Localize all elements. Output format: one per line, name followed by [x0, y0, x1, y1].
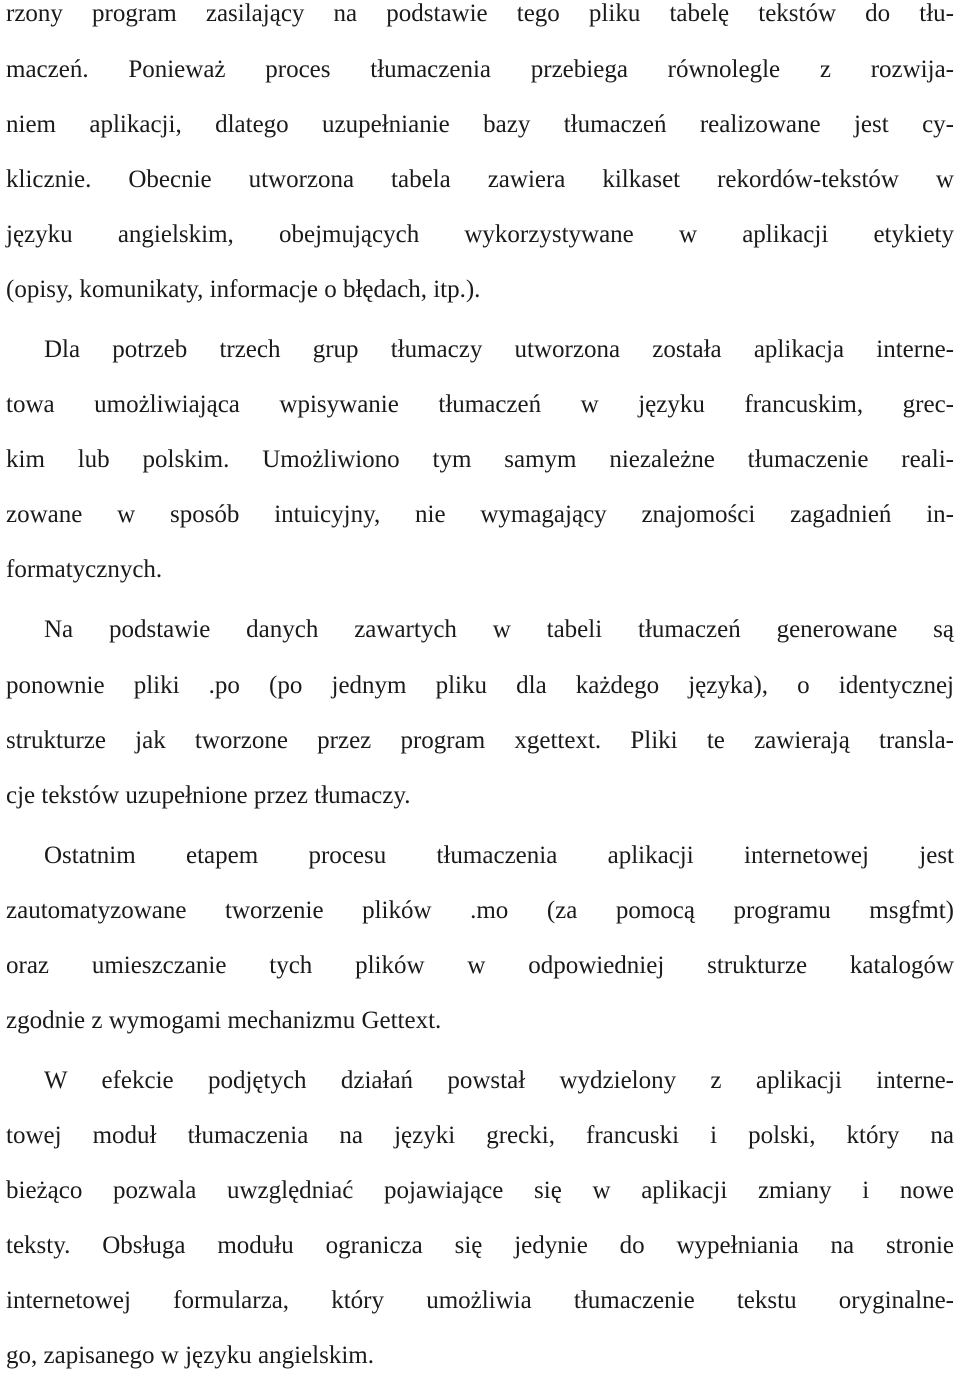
text-line-24: internetowej formularza, który umożliwia tłumaczenie tekstu oryginalne- [6, 1287, 954, 1314]
text-line-2: maczeń. Ponieważ proces tłumaczenia przebiega równolegle z rozwija- [6, 56, 954, 83]
text-line-8: towa umożliwiająca wpisywanie tłumaczeń w języku francuskim, grec- [6, 391, 954, 418]
text-line-4: klicznie. Obecnie utworzona tabela zawiera kilkaset rekordów-tekstów w [6, 166, 954, 193]
text-line-20: W efekcie podjętych działań powstał wydzielony z aplikacji interne- [44, 1067, 954, 1094]
text-line-13: ponownie pliki .po (po jednym pliku dla każdego języka), o identycznej [6, 672, 954, 699]
text-line-3: niem aplikacji, dlatego uzupełnianie bazy tłumaczeń realizowane jest cy- [6, 111, 954, 138]
text-line-22: bieżąco pozwala uwzględniać pojawiające się w aplikacji zmiany i nowe [6, 1177, 954, 1204]
text-line-23: teksty. Obsługa modułu ogranicza się jedynie do wypełniania na stronie [6, 1232, 954, 1259]
text-line-14: strukturze jak tworzone przez program xgettext. Pliki te zawierają transla- [6, 727, 954, 754]
text-line-17: zautomatyzowane tworzenie plików .mo (za pomocą programu msgfmt) [6, 897, 954, 924]
text-line-16: Ostatnim etapem procesu tłumaczenia aplikacji internetowej jest [44, 842, 954, 869]
text-line-21: towej moduł tłumaczenia na języki grecki, francuski i polski, który na [6, 1122, 954, 1149]
text-line-25: go, zapisanego w języku angielskim. [6, 1342, 374, 1369]
text-line-15: cje tekstów uzupełnione przez tłumaczy. [6, 782, 411, 809]
text-line-18: oraz umieszczanie tych plików w odpowiedniej strukturze katalogów [6, 952, 954, 979]
text-line-5: języku angielskim, obejmujących wykorzystywane w aplikacji etykiety [6, 221, 954, 248]
text-line-1: rzony program zasilający na podstawie tego pliku tabelę tekstów do tłu- [6, 0, 954, 27]
text-line-11: formatycznych. [6, 556, 163, 583]
text-line-19: zgodnie z wymogami mechanizmu Gettext. [6, 1007, 442, 1034]
text-line-6: (opisy, komunikaty, informacje o błędach, itp.). [6, 276, 481, 303]
text-line-7: Dla potrzeb trzech grup tłumaczy utworzona została aplikacja interne- [44, 336, 954, 363]
text-line-12: Na podstawie danych zawartych w tabeli tłumaczeń generowane są [44, 616, 954, 643]
text-line-10: zowane w sposób intuicyjny, nie wymagający znajomości zagadnień in- [6, 501, 954, 528]
text-line-9: kim lub polskim. Umożliwiono tym samym niezależne tłumaczenie reali- [6, 446, 954, 473]
